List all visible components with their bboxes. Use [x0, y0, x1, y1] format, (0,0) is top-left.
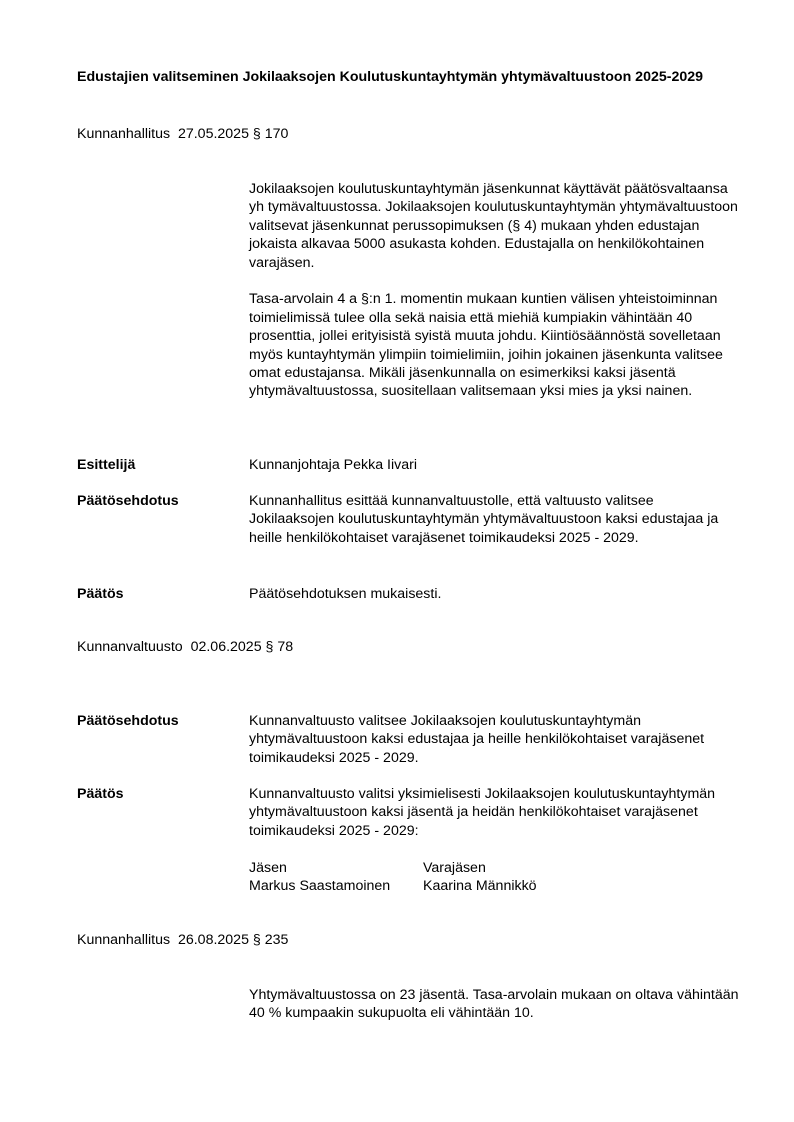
- deputy-name: Kaarina Männikkö: [423, 878, 537, 894]
- representatives-table-row: [249, 877, 537, 895]
- intro-text: [249, 180, 741, 401]
- presenter-label: Esittelijä: [77, 457, 136, 473]
- proposal-label: Päätösehdotus: [77, 493, 179, 509]
- member-column-header: Jäsen: [249, 860, 287, 876]
- proposal-text: Kunnanhallitus esittää kunnanvaltuustolle, että valtuusto valitsee Jokilaaksojen koulutuskuntayhtymän yhtymävaltuustoon kaksi edustajaa ja heille henkilökohtaiset varajäsenet toimikaudeksi 2025 - 2029.: [249, 493, 719, 546]
- proposal-label-council: Päätösehdotus: [77, 713, 179, 729]
- proposal-text-council: Kunnanvaltuusto valitsee Jokilaaksojen koulutuskuntayhtymän yhtymävaltuustoon kaksi edustajaa ja heille henkilökohtaiset varajäsenet toimikaudeksi 2025 - 2029.: [249, 713, 705, 766]
- decision-label: Päätös: [77, 586, 124, 602]
- decision-label-council: Päätös: [77, 786, 124, 802]
- document-title: Edustajien valitseminen Jokilaaksojen Koulutuskuntayhtymän yhtymävaltuustoon 2025-2029: [77, 69, 704, 85]
- deputy-column-header: Varajäsen: [423, 860, 486, 876]
- decision-text-council: Kunnanvaltuusto valitsi yksimielisesti Jokilaaksojen koulutuskuntayhtymän yhtymävaltuustoon kaksi jäsentä ja heidän henkilökohtaiset varajäsenet toimikaudeksi 2025 - 2029:: [249, 786, 716, 839]
- member-name: Markus Saastamoinen: [249, 878, 391, 894]
- meeting-header-kunnanhallitus-235: Kunnanhallitus 26.08.2025 § 235: [77, 932, 289, 948]
- presenter-value: Kunnanjohtaja Pekka Iivari: [249, 457, 417, 473]
- paragraph-equality-law: Tasa-arvolain 4 a §:n 1. momentin mukaan kuntien välisen yhteistoiminnan toimielimissä tulee olla sekä naisia että miehiä kumpiakin vähintään 40 prosenttia, jollei erityisistä syistä muuta johdu. Kiintiösäännöstä sovelletaan myös kuntayhtymän ylimpiin toimielimiin, joihin jokainen jäsenkunta valitsee omat edustajansa. Mikäli jäsenkunnalla on esimerkiksi kaksi jäsentä yhtymävaltuustossa, suositellaan valitsemaan yksi mies ja yksi nainen.: [249, 291, 723, 400]
- decision-text: Päätösehdotuksen mukaisesti.: [249, 586, 442, 602]
- paragraph-representation: Jokilaaksojen koulutuskuntayhtymän jäsenkunnat käyttävät päätösvaltaansa yh tymävaltuustossa. Jokilaaksojen koulutuskuntayhtymän yhtymävaltuustoon valitsevat jäsenkunnat perussopimuksen (§ 4) mukaan yhden edustajan jokaista alkavaa 5000 asukasta kohden. Edustajalla on henkilökohtainen varajäsen.: [249, 181, 738, 271]
- meeting-header-kunnanhallitus-170: Kunnanhallitus 27.05.2025 § 170: [77, 126, 289, 142]
- meeting-header-kunnanvaltuusto-78: Kunnanvaltuusto 02.06.2025 § 78: [77, 639, 294, 655]
- board-membership-text: Yhtymävaltuustossa on 23 jäsentä. Tasa-arvolain mukaan on oltava vähintään 40 % kumpaakin sukupuolta eli vähintään 10.: [249, 987, 739, 1022]
- representatives-table-header: [249, 859, 486, 877]
